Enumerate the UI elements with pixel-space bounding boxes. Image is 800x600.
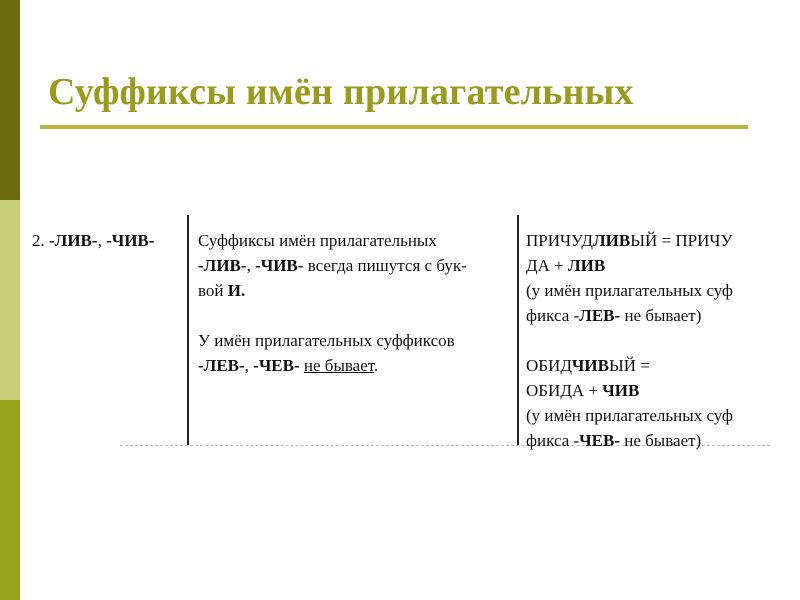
title-underline [40, 125, 748, 129]
slide-sidebar [0, 0, 20, 600]
example-line-1: ПРИЧУДЛИВЫЙ = ПРИЧУ [526, 231, 733, 250]
rule-number-column [32, 228, 182, 253]
example-line-2: ДА + ЛИВ [526, 256, 606, 275]
rule-text-line-1: Суффиксы имён прилагательных [198, 231, 437, 250]
example-line-7: (у имён прилагательных суф [526, 406, 733, 425]
rule-text-line-2: -ЛИВ-, -ЧИВ- всегда пишутся с бук- [198, 256, 467, 275]
example-line-3: (у имён прилагательных суф [526, 281, 733, 300]
column-divider-2 [517, 215, 519, 445]
example-line-6: ОБИДА + ЧИВ [526, 381, 640, 400]
slide-title: Суффиксы имён прилагательных [48, 71, 634, 113]
sidebar-segment-mid [0, 400, 20, 600]
sidebar-segment-dark [0, 0, 20, 200]
rule-text-line-4: У имён прилагательных суффиксов [198, 331, 455, 350]
column-divider-1 [187, 215, 189, 445]
scanned-table [30, 215, 770, 455]
rule-text-line-3: вой И. [198, 281, 246, 300]
example-line-5: ОБИДЧИВЫЙ = [526, 356, 650, 375]
example-line-4: фикса -ЛЕВ- не бывает) [526, 306, 702, 325]
rule-text-line-5: -ЛЕВ-, -ЧЕВ- не бывает. [198, 356, 379, 375]
example-line-8: фикса -ЧЕВ- не бывает) [526, 431, 702, 450]
rule-heading: 2. -ЛИВ-, -ЧИВ- [32, 231, 155, 250]
rule-text-column [198, 228, 514, 378]
sidebar-segment-light [0, 200, 20, 400]
examples-column [526, 228, 770, 453]
